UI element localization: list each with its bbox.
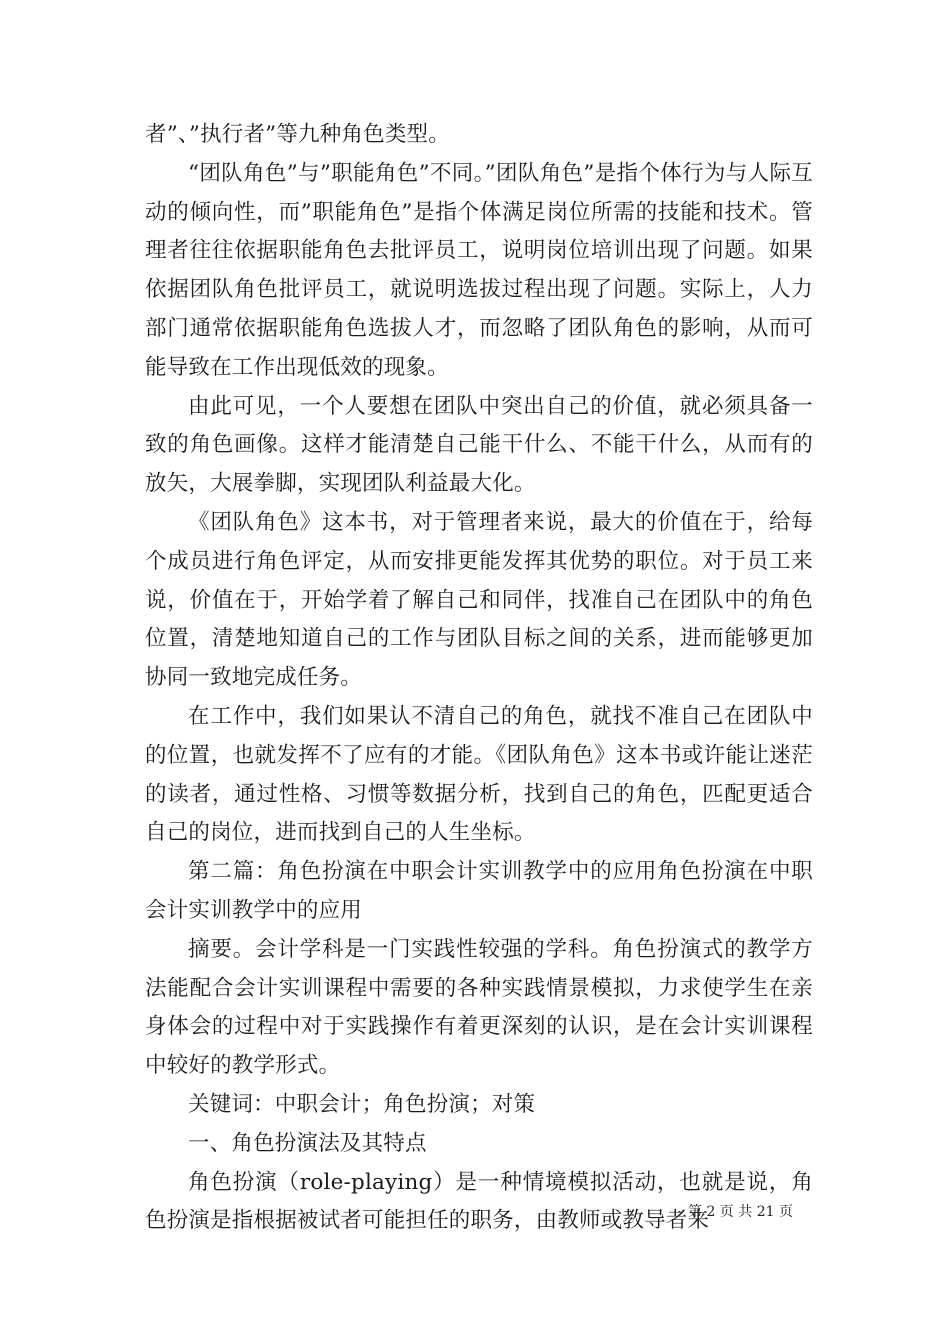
paragraph-2: “团队角色”与”职能角色”不同。”团队角色”是指个体行为与人际互动的倾向性，而”职能角色”是指个体满足岗位所需的技能和技术。管理者往往依据职能角色去批评员工，说明岗位培训出现了问题。如果依据团队角色批评员工，就说明选拔过程出现了问题。实际上，人力部门通常依据职能角色选拔人才，而忽略了团队角色的影响，从而可能导致在工作出现低效的现象。 <box>145 160 813 380</box>
paragraph-4: 《团队角色》这本书，对于管理者来说，最大的价值在于，给每个成员进行角色评定，从而安排更能发挥其优势的职位。对于员工来说，价值在于，开始学着了解自己和同伴，找准自己在团队中的角色位置，清楚地知道自己的工作与团队目标之间的关系，进而能够更加协同一致地完成任务。 <box>145 509 813 691</box>
paragraph-5: 在工作中，我们如果认不清自己的角色，就找不准自己在团队中的位置，也就发挥不了应有的才能。《团队角色》这本书或许能让迷茫的读者，通过性格、习惯等数据分析，找到自己的角色，匹配更适合自己的岗位，进而找到自己的人生坐标。 <box>145 703 813 846</box>
keywords-line: 关键词：中职会计；角色扮演；对策 <box>188 1091 536 1117</box>
section-heading-second-chapter: 第二篇：角色扮演在中职会计实训教学中的应用角色扮演在中职会计实训教学中的应用 <box>145 859 813 923</box>
page-number-label: 第 2 页 共 21 页 <box>688 1204 793 1220</box>
abstract-paragraph: 摘要。会计学科是一门实践性较强的学科。角色扮演式的教学方法能配合会计实训课程中需要的各种实践情景模拟，力求使学生在亲身体会的过程中对于实践操作有着更深刻的认识，是在会计实训课程中较好的教学形式。 <box>145 936 813 1079</box>
page-footer <box>688 1203 818 1221</box>
paragraph-1: 者”、”执行者”等九种角色类型。 <box>145 122 450 147</box>
subsection-heading: 一、角色扮演法及其特点 <box>188 1130 427 1156</box>
paragraph-3: 由此可见，一个人要想在团队中突出自己的价值，就必须具备一致的角色画像。这样才能清楚自己能干什么、不能干什么，从而有的放矢，大展拳脚，实现团队利益最大化。 <box>145 393 813 497</box>
paragraph-body-last: 角色扮演（role-playing）是一种情境模拟活动，也就是说，角色扮演是指根据被试者可能担任的职务，由教师或教导者来 <box>145 1169 813 1234</box>
document-body <box>145 116 813 1241</box>
